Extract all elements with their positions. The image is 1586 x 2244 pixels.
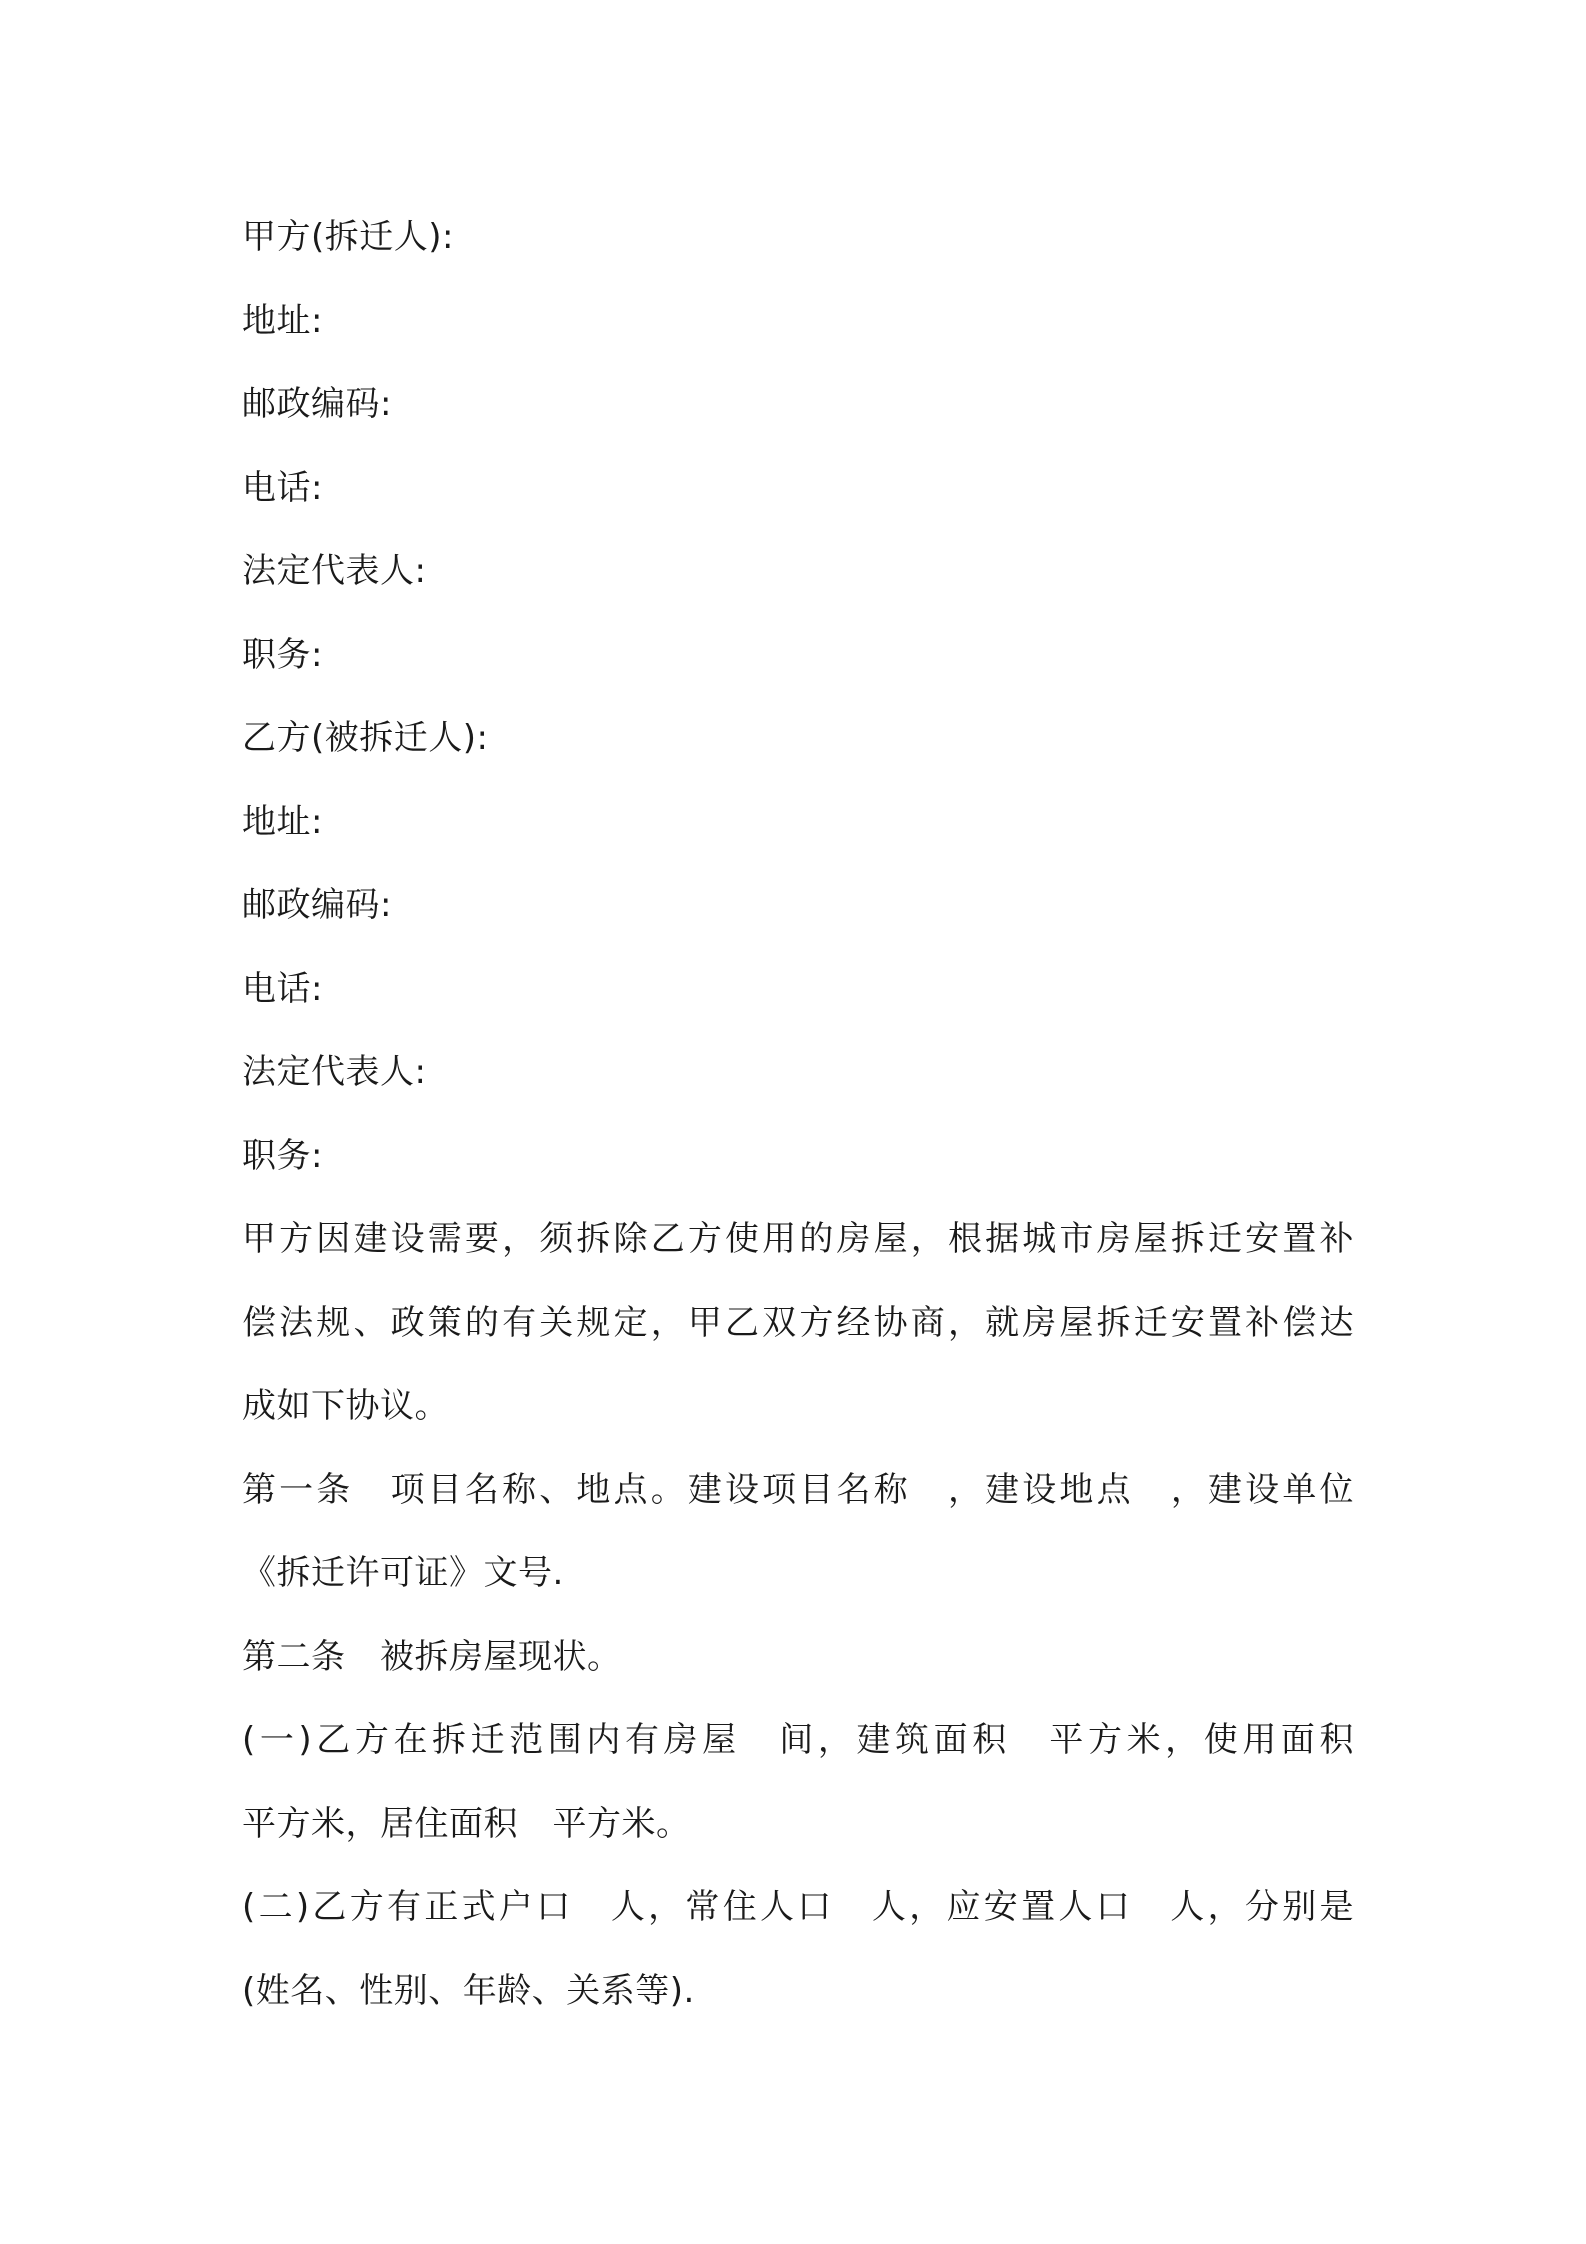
party-b-heading: 乙方(被拆迁人): xyxy=(242,718,489,758)
party-a-address: 地址: xyxy=(242,300,323,341)
party-a-postcode: 邮政编码: xyxy=(242,384,392,424)
article-2-clause-1-line: (一)乙方在拆迁范围内有房屋 间，建筑面积 平方米，使用面积 xyxy=(242,1720,1354,1760)
intro-line: 成如下协议。 xyxy=(242,1386,449,1426)
article-2-heading: 第二条 被拆房屋现状。 xyxy=(242,1636,622,1677)
party-a-position: 职务: xyxy=(242,634,323,675)
party-b-phone: 电话: xyxy=(242,968,323,1009)
party-b-position: 职务: xyxy=(242,1135,323,1176)
article-2-clause-2-line: (姓名、性别、年龄、关系等). xyxy=(242,1970,695,2011)
article-1-line: 《拆迁许可证》文号. xyxy=(242,1553,564,1593)
party-b-legal-rep: 法定代表人: xyxy=(242,1052,427,1092)
article-2-clause-2-line: (二)乙方有正式户口 人，常住人口 人，应安置人口 人，分别是 xyxy=(242,1887,1354,1927)
intro-line: 甲方因建设需要，须拆除乙方使用的房屋，根据城市房屋拆迁安置补 xyxy=(242,1219,1354,1259)
article-1-line: 第一条 项目名称、地点。建设项目名称 ，建设地点 ，建设单位 xyxy=(242,1469,1354,1510)
party-a-phone: 电话: xyxy=(242,467,323,508)
party-b-postcode: 邮政编码: xyxy=(242,885,392,925)
party-b-address: 地址: xyxy=(242,801,323,842)
intro-line: 偿法规、政策的有关规定，甲乙双方经协商，就房屋拆迁安置补偿达 xyxy=(242,1302,1354,1343)
party-a-legal-rep: 法定代表人: xyxy=(242,551,427,591)
article-2-clause-1-line: 平方米，居住面积 平方米。 xyxy=(242,1803,691,1844)
document-body xyxy=(242,196,1354,2033)
party-a-heading: 甲方(拆迁人): xyxy=(242,217,454,257)
